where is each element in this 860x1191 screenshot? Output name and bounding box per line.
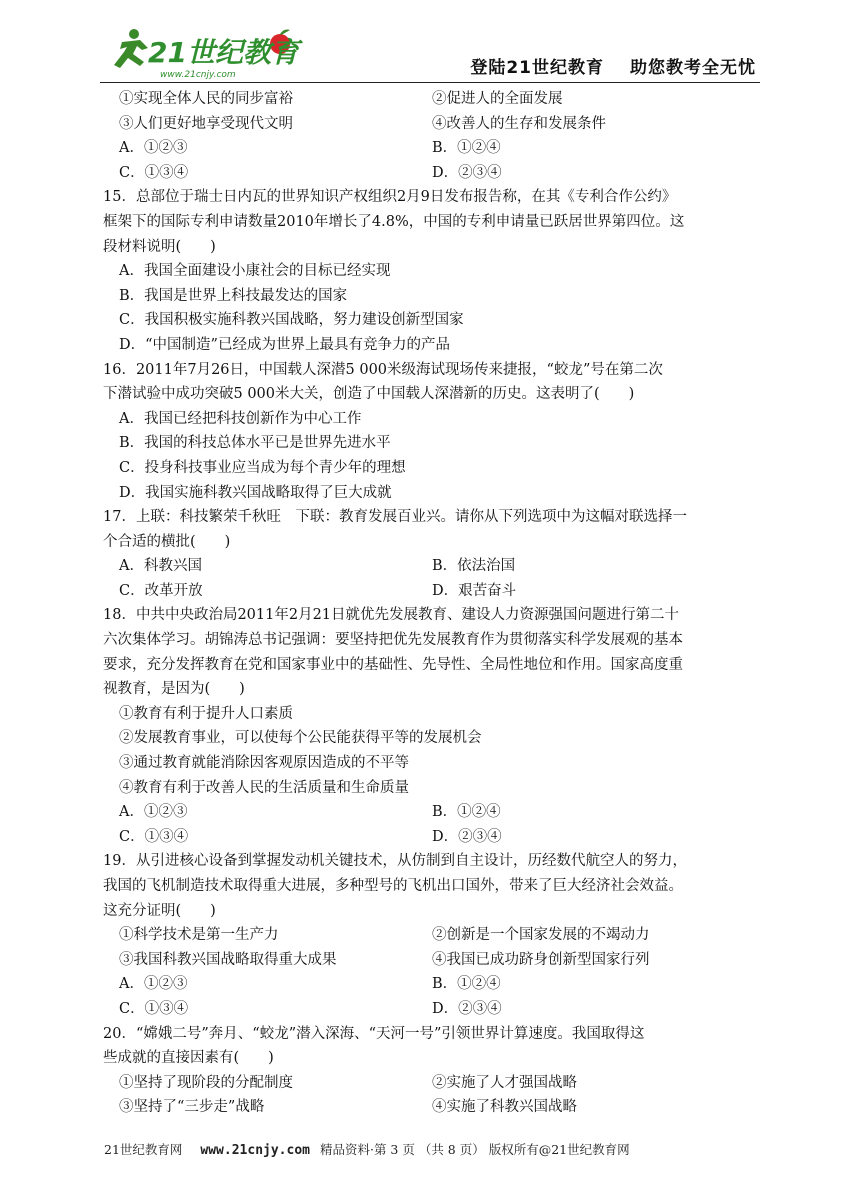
q14-choice-d[interactable]: D．②③④: [432, 164, 502, 181]
q17-choice-d[interactable]: D．艰苦奋斗: [432, 582, 517, 599]
question-content: [103, 87, 763, 1120]
q14-options-row2: [103, 112, 763, 137]
q16-stem-line1: 16．2011年7月26日，中国载人深潜5 000米级海试现场传来捷报，“蛟龙”号在第二次: [103, 361, 663, 378]
q18-choices-row2: [103, 825, 763, 850]
q19-option4: ④我国已成功跻身创新型国家行列: [432, 951, 650, 968]
q18-choice-b[interactable]: B．①②④: [432, 804, 501, 821]
q15-stem-line2: 框架下的国际专利申请数量2010年增长了4.8%，中国的专利申请量已跃居世界第四位。这: [103, 213, 685, 230]
q19-stem-line2: 我国的飞机制造技术取得重大进展，多种型号的飞机出口国外，带来了巨大经济社会效益。: [103, 878, 683, 894]
q19-choices-row1: [103, 972, 763, 997]
q15-choice-d[interactable]: D．“中国制造”已经成为世界上最具有竞争力的产品: [119, 336, 450, 353]
q19-options-row2: [103, 948, 763, 973]
q14-option4: ④改善人的生存和发展条件: [432, 115, 606, 132]
slogan-left: 登陆21世纪教育: [470, 58, 604, 78]
q20-option4: ④实施了科教兴国战略: [432, 1099, 577, 1116]
q14-choice-b[interactable]: B．①②④: [432, 140, 501, 157]
q20-stem-line2: 些成就的直接因素有( ): [103, 1050, 274, 1067]
q16-choice-a[interactable]: A．我国已经把科技创新作为中心工作: [119, 410, 362, 427]
q18-stem-line4: 视教育，是因为( ): [103, 681, 245, 698]
q18-stem-line2: 六次集体学习。胡锦涛总书记强调：要坚持把优先发展教育作为贯彻落实科学发展观的基本: [103, 632, 683, 649]
q14-option3: ③人们更好地享受现代文明: [119, 115, 293, 132]
q19-stem-line1: 19．从引进核心设备到掌握发动机关键技术，从仿制到自主设计，历经数代航空人的努力，: [103, 853, 687, 870]
q19-choice-c[interactable]: C．①③④: [119, 1000, 189, 1017]
q15-choice-a[interactable]: A．我国全面建设小康社会的目标已经实现: [119, 263, 391, 280]
runner-icon: [114, 29, 148, 68]
q14-choice-c[interactable]: C．①③④: [119, 164, 189, 181]
q20-stem-line1: 20．“嫦娥二号”奔月、“蛟龙”潜入深海、“天河一号”引领世界计算速度。我国取得这: [103, 1025, 645, 1042]
page-header: [100, 22, 760, 83]
q20-option2: ②实施了人才强国战略: [432, 1074, 577, 1091]
header-slogan: [470, 53, 756, 78]
q14-choices-row2: [103, 161, 763, 186]
q16-choice-c[interactable]: C．投身科技事业应当成为每个青少年的理想: [119, 459, 406, 476]
q14-choices-row1: [103, 136, 763, 161]
footer-url-link[interactable]: www.21cnjy.com: [200, 1143, 310, 1158]
q17-stem-line2: 个合适的横批( ): [103, 533, 231, 550]
q18-choice-d[interactable]: D．②③④: [432, 828, 502, 845]
q18-option2: ②发展教育事业，可以使每个公民能获得平等的发展机会: [119, 730, 482, 747]
q19-choice-b[interactable]: B．①②④: [432, 976, 501, 993]
slogan-right: 助您教考全无忧: [630, 58, 756, 78]
q16-choice-d[interactable]: D．我国实施科教兴国战略取得了巨大成就: [119, 484, 392, 501]
q20-options-row2: [103, 1095, 763, 1120]
q18-choices-row1: [103, 800, 763, 825]
footer-page-info: 精品资料·第 3 页 （共 8 页） 版权所有@21世纪教育网: [319, 1142, 630, 1157]
footer-site: 21世纪教育网: [104, 1142, 183, 1157]
svg-text:21世纪教育: 21世纪教育: [148, 36, 299, 69]
q19-option1: ①科学技术是第一生产力: [119, 927, 279, 944]
q17-choice-b[interactable]: B．依法治国: [432, 558, 516, 575]
q19-choice-d[interactable]: D．②③④: [432, 1000, 502, 1017]
q17-stem-line1: 17．上联：科技繁荣千秋旺 下联：教育发展百业兴。请你从下列选项中为这幅对联选择一: [103, 509, 687, 526]
q14-option2: ②促进人的全面发展: [432, 91, 563, 107]
q20-option1: ①坚持了现阶段的分配制度: [119, 1074, 293, 1091]
q20-option3: ③坚持了“三步走”战略: [119, 1099, 265, 1116]
q18-option4: ④教育有利于改善人民的生活质量和生命质量: [119, 779, 409, 796]
q19-choices-row2: [103, 997, 763, 1022]
q14-option1: ①实现全体人民的同步富裕: [119, 91, 293, 107]
q19-stem-line3: 这充分证明( ): [103, 902, 216, 919]
q14-choice-a[interactable]: A．①②③: [119, 140, 188, 157]
q16-choice-b[interactable]: B．我国的科技总体水平已是世界先进水平: [119, 435, 391, 452]
q18-option3: ③通过教育就能消除因客观原因造成的不平等: [119, 755, 409, 772]
q17-choices-row2: [103, 579, 763, 604]
q18-stem-line1: 18．中共中央政治局2011年2月21日就优先发展教育、建设人力资源强国问题进行第二十: [103, 607, 680, 624]
q15-choice-c[interactable]: C．我国积极实施科教兴国战略，努力建设创新型国家: [119, 312, 464, 329]
q17-choice-c[interactable]: C．改革开放: [119, 582, 203, 599]
q17-choice-a[interactable]: A．科教兴国: [119, 558, 202, 575]
q15-stem-line3: 段材料说明( ): [103, 238, 216, 255]
q18-choice-a[interactable]: A．①②③: [119, 804, 188, 821]
svg-text:www.21cnjy.com: www.21cnjy.com: [160, 70, 236, 80]
q18-stem-line3: 要求，充分发挥教育在党和国家事业中的基础性、先导性、全局性地位和作用。国家高度重: [103, 656, 683, 673]
q19-options-row1: [103, 923, 763, 948]
q17-choices-row1: [103, 554, 763, 579]
q15-stem-line1: 15．总部位于瑞士日内瓦的世界知识产权组织2月9日发布报告称，在其《专利合作公约》: [103, 189, 677, 206]
q15-choice-b[interactable]: B．我国是世界上科技最发达的国家: [119, 287, 348, 304]
q16-stem-line2: 下潜试验中成功突破5 000米大关，创造了中国载人深潜新的历史。这表明了( ): [103, 386, 635, 403]
q14-options-row1: [103, 87, 763, 112]
page-footer: [104, 1140, 764, 1158]
q19-choice-a[interactable]: A．①②③: [119, 976, 188, 993]
q19-option2: ②创新是一个国家发展的不竭动力: [432, 927, 650, 944]
q20-options-row1: [103, 1071, 763, 1096]
site-logo[interactable]: [100, 22, 310, 80]
q18-choice-c[interactable]: C．①③④: [119, 828, 189, 845]
q18-option1: ①教育有利于提升人口素质: [119, 705, 293, 722]
q19-option3: ③我国科教兴国战略取得重大成果: [119, 951, 337, 968]
